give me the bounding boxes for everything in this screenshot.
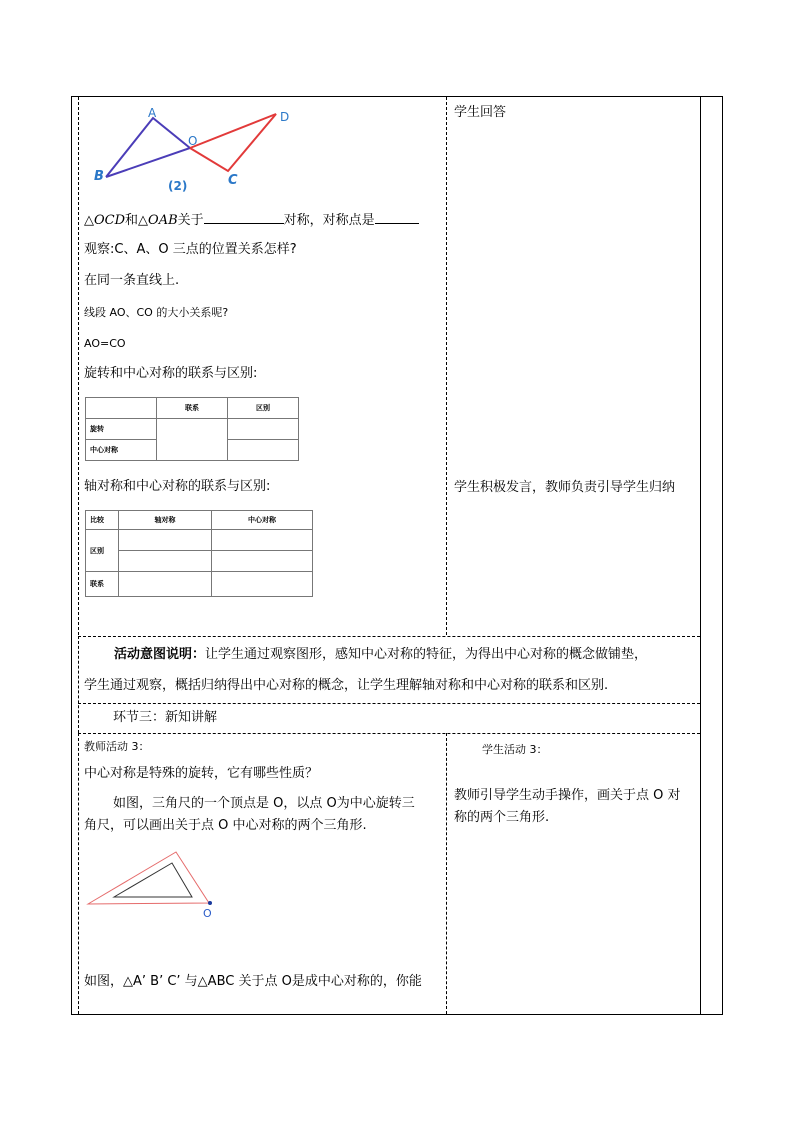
table1-header-link: 联系: [157, 398, 228, 419]
row-divider-section3: [78, 703, 700, 704]
point-o-label-2: O: [203, 907, 212, 920]
inner-triangle: [114, 863, 192, 897]
table2-cell-3: [119, 551, 212, 572]
student-answer: 学生回答: [454, 105, 507, 120]
figure-set-square: [84, 846, 219, 910]
table1-header-diff: 区别: [228, 398, 299, 419]
table1-cell-link: [157, 419, 228, 461]
table2-header-axis: 轴对称: [119, 511, 212, 530]
table-rotation-central: [85, 397, 299, 461]
frame-top: [71, 96, 723, 97]
table2-cell-6: [212, 572, 313, 597]
teacher-paragraph-2: 角尺，可以画出关于点 O 中心对称的两个三角形.: [84, 818, 367, 833]
outer-triangle: [88, 852, 209, 904]
table2-cell-5: [119, 572, 212, 597]
triangle-ocd: [190, 114, 276, 171]
table2-row-link: 联系: [86, 572, 119, 597]
intent-line-2: 学生通过观察，概括归纳得出中心对称的概念，让学生理解轴对称和中心对称的联系和区别.: [84, 678, 609, 693]
student-activity-title: 学生活动 3：: [482, 743, 548, 756]
col-divider-bottom-mid: [446, 733, 447, 1014]
point-b-label: B: [94, 169, 104, 184]
teacher-activity-title: 教师活动 3：: [84, 740, 150, 753]
table1-cell-diff-2: [228, 440, 299, 461]
table2-cell-2: [212, 530, 313, 551]
student-paragraph-2: 称的两个三角形.: [454, 810, 550, 825]
table2-cell-4: [212, 551, 313, 572]
point-d-label: D: [280, 110, 290, 124]
table2-header-central: 中心对称: [212, 511, 313, 530]
question-rotation-vs-central: 旋转和中心对称的联系与区别:: [84, 366, 258, 381]
question-position: 观察:C、A、O 三点的位置关系怎样?: [84, 242, 297, 257]
student-paragraph-1: 教师引导学生动手操作，画关于点 O 对: [454, 788, 681, 803]
frame-right-outer: [722, 96, 723, 1015]
table2-header-compare: 比较: [86, 511, 119, 530]
point-c-label: C: [228, 173, 238, 188]
blank-2: [375, 211, 419, 224]
intent-label: 活动意图说明：: [114, 647, 206, 662]
section3-title: 环节三：新知讲解: [113, 710, 218, 725]
blank-1: [204, 211, 284, 224]
row-left-intent: [78, 636, 79, 733]
figure-number: (2): [168, 179, 188, 193]
table2-row-diff: 区别: [86, 530, 119, 572]
point-a-label: A: [148, 106, 157, 120]
teacher-paragraph-3: 如图，△A’ B’ C’ 与△ABC 关于点 O是成中心对称的，你能: [84, 974, 422, 989]
table1-row-central: 中心对称: [86, 440, 157, 461]
frame-right-inner: [700, 96, 701, 1015]
student-activity-note: 学生积极发言，教师负责引导学生归纳: [454, 480, 676, 495]
row-divider-intent: [78, 636, 700, 637]
answer-position: 在同一条直线上.: [84, 273, 180, 288]
table2-cell-1: [119, 530, 212, 551]
question-length: 线段 AO、CO 的大小关系呢?: [84, 306, 229, 319]
frame-bottom: [71, 1014, 723, 1015]
point-o-label: O: [188, 134, 198, 148]
col-divider-bottom-left: [78, 733, 79, 1014]
table-axis-central: [85, 510, 313, 597]
question-axis-vs-central: 轴对称和中心对称的联系与区别:: [84, 479, 271, 494]
col-divider-top-mid: [446, 97, 447, 635]
frame-left: [71, 96, 72, 1015]
intent-line-1: 活动意图说明：让学生通过观察图形，感知中心对称的特征，为得出中心对称的概念做铺垫，: [114, 647, 648, 662]
triangle-oab: [106, 118, 190, 177]
teacher-question: 中心对称是特殊的旋转，它有哪些性质？: [84, 766, 319, 781]
table1-row-rotation: 旋转: [86, 419, 157, 440]
col-divider-top: [78, 97, 79, 635]
table1-cell-diff-1: [228, 419, 299, 440]
table1-corner: [86, 398, 157, 419]
teacher-paragraph-1: 如图，三角尺的一个顶点是 O，以点 O为中心旋转三: [113, 796, 415, 811]
row-divider-activity: [78, 733, 700, 734]
question-symmetry: △OCD和△OAB关于 对称，对称点是: [84, 211, 419, 230]
answer-length: AO=CO: [84, 337, 126, 350]
